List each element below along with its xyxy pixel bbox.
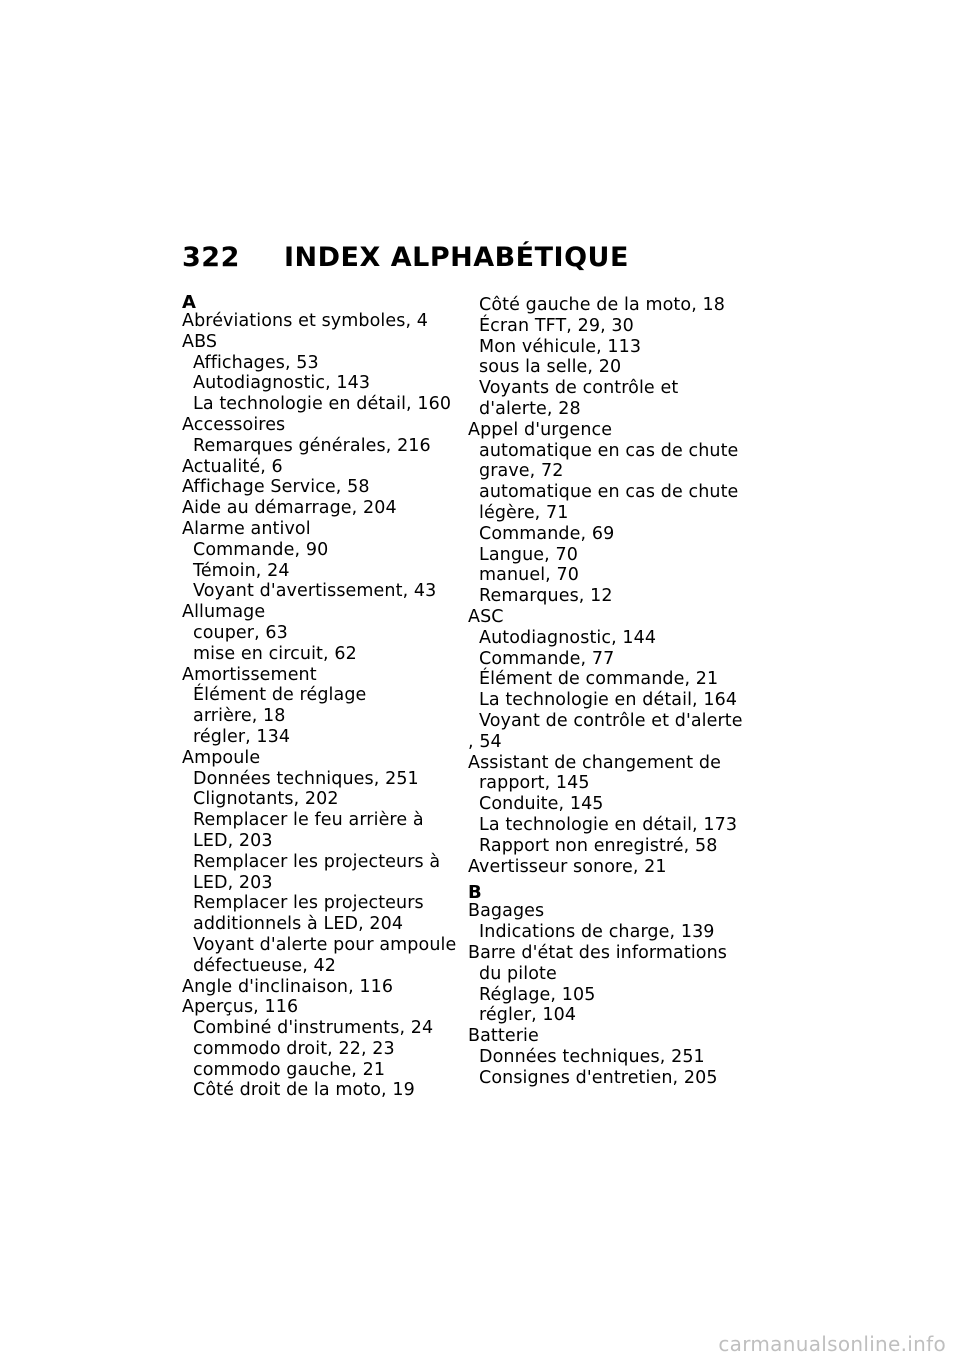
index-subentry: Consignes d'entretien, 205 [479,1067,718,1088]
index-subentry: Conduite, 145 [479,794,604,815]
index-subentry: Côté droit de la moto, 19 [193,1080,415,1101]
index-subentry: arrière, 18 [193,706,286,727]
index-subentry: Remplacer le feu arrière à [193,810,424,831]
index-entry: Barre d'état des informations [468,942,728,963]
index-subentry: Autodiagnostic, 143 [193,373,371,394]
index-subentry: grave, 72 [479,461,564,482]
index-entry: Accessoires [182,414,286,435]
index-subentry: du pilote [479,963,557,984]
index-subentry: Élément de commande, 21 [479,669,719,690]
index-subentry: manuel, 70 [479,565,579,586]
index-subentry: commodo gauche, 21 [193,1059,386,1080]
index-subentry: La technologie en détail, 160 [193,394,452,415]
index-subentry: La technologie en détail, 173 [479,814,738,835]
index-subentry: couper, 63 [193,622,288,643]
index-subentry: d'alerte, 28 [479,398,581,419]
index-letter-heading: B [468,882,482,904]
index-subentry: Voyants de contrôle et [479,378,679,399]
index-subentry: automatique en cas de chute [479,482,739,503]
index-subentry: Voyant d'alerte pour ampoule [193,934,457,955]
index-subentry: mise en circuit, 62 [193,643,357,664]
index-subentry: Rapport non enregistré, 58 [479,835,718,856]
index-subentry: Remarques, 12 [479,586,613,607]
index-entry: Aide au démarrage, 204 [182,498,397,519]
index-entry: Allumage [182,602,266,623]
index-subentry: Remarques générales, 216 [193,435,431,456]
index-column-right [468,295,743,1088]
index-subentry: sous la selle, 20 [479,357,622,378]
index-entry: ABS [182,331,218,352]
section-gap [468,877,738,885]
index-entry: Ampoule [182,747,261,768]
index-subentry: Combiné d'instruments, 24 [193,1018,434,1039]
index-subentry: défectueuse, 42 [193,955,337,976]
index-subentry: Mon véhicule, 113 [479,336,642,357]
index-entry: Appel d'urgence [468,419,613,440]
index-subentry: Remplacer les projecteurs [193,893,424,914]
index-subentry: régler, 104 [479,1005,577,1026]
index-subentry: Côté gauche de la moto, 18 [479,295,725,315]
index-subentry: automatique en cas de chute [479,440,739,461]
index-subentry: Remplacer les projecteurs à [193,851,441,872]
page-header [182,242,629,273]
page-title: INDEX ALPHABÉTIQUE [284,242,629,273]
index-entry: Alarme antivol [182,518,311,539]
index-subentry: Commande, 69 [479,523,615,544]
index-subentry: Indications de charge, 139 [479,922,715,943]
index-subentry: Clignotants, 202 [193,789,339,810]
index-entry: Actualité, 6 [182,456,283,477]
index-entry: ASC [468,606,504,627]
index-column-left [182,292,457,1101]
index-entry: , 54 [468,731,502,752]
index-subentry: légère, 71 [479,502,569,523]
index-entry: Assistant de changement de [468,752,721,773]
page-number: 322 [182,242,240,273]
index-subentry: Élément de réglage [193,685,367,706]
index-entry: Angle d'inclinaison, 116 [182,976,394,997]
index-entry: Affichage Service, 58 [182,477,370,498]
index-subentry: Commande, 90 [193,539,329,560]
index-entry: Avertisseur sonore, 21 [468,856,667,877]
index-entry: Batterie [468,1026,539,1047]
index-subentry: LED, 203 [193,830,273,851]
index-subentry: commodo droit, 22, 23 [193,1038,395,1059]
index-subentry: LED, 203 [193,872,273,893]
index-subentry: Écran TFT, 29, 30 [479,315,634,336]
index-subentry: Voyant de contrôle et d'alerte [479,710,743,731]
index-subentry: Données techniques, 251 [479,1046,705,1067]
watermark: carmanualsonline.info [718,1332,946,1356]
index-subentry: régler, 134 [193,726,291,747]
index-subentry: Langue, 70 [479,544,578,565]
index-subentry: Témoin, 24 [193,560,290,581]
index-entry: Bagages [468,901,545,922]
index-subentry: additionnels à LED, 204 [193,914,404,935]
index-letter-heading: A [182,292,197,313]
index-subentry: Autodiagnostic, 144 [479,627,657,648]
index-entry: Aperçus, 116 [182,997,299,1018]
index-subentry: Affichages, 53 [193,352,319,373]
index-subentry: Commande, 77 [479,648,615,669]
index-entry: Amortissement [182,664,317,685]
index-subentry: rapport, 145 [479,773,590,794]
index-subentry: La technologie en détail, 164 [479,690,738,711]
index-entry: Abréviations et symboles, 4 [182,311,429,331]
index-subentry: Données techniques, 251 [193,768,419,789]
index-subentry: Voyant d'avertissement, 43 [193,581,437,602]
index-subentry: Réglage, 105 [479,984,596,1005]
